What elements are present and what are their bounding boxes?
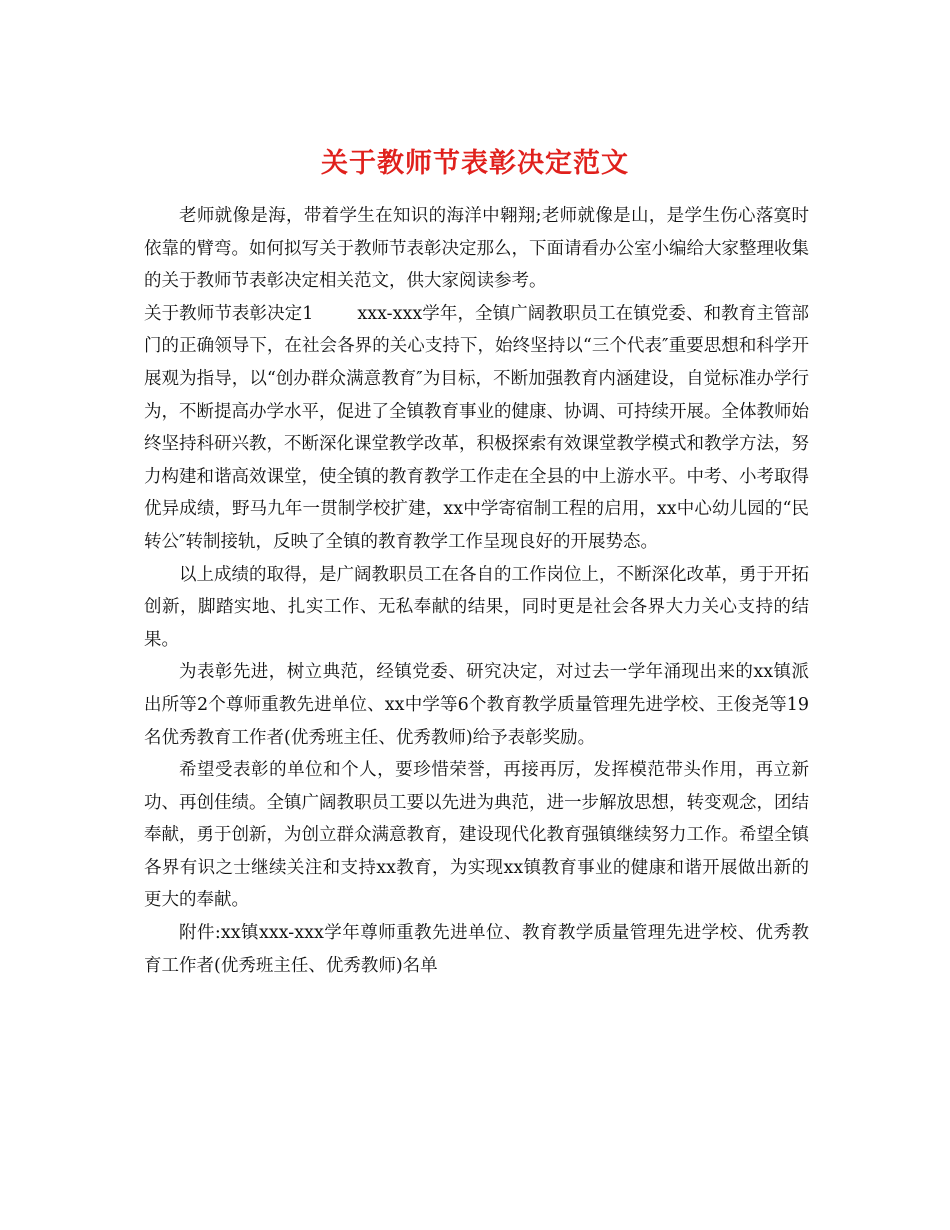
intro-paragraph: 老师就像是海，带着学生在知识的海洋中翱翔;老师就像是山，是学生伤心落寞时依靠的臂弯。如何拟写关于教师节表彰决定那么，下面请看办公室小编给大家整理收集的关于教师节表彰决定相关范文，供大家阅读参考。	[144, 206, 809, 292]
hope-paragraph: 希望受表彰的单位和个人，要珍惜荣誉，再接再厉，发挥模范带头作用，再立新功、再创佳绩。全镇广阔教职员工要以先进为典范，进一步解放思想，转变观念，团结奉献，勇于创新，为创立群众满意教育，建设现代化教育强镇继续努力工作。希望全镇各界有识之士继续关注和支持xx教育，为实现xx镇教育事业的健康和谐开展做出新的更大的奉献。	[144, 760, 809, 911]
section-paragraph	[144, 298, 809, 559]
document-title: 关于教师节表彰决定范文	[321, 148, 629, 180]
attachment-paragraph: 附件:xx镇xxx-xxx学年尊师重教先进单位、教育教学质量管理先进学校、优秀教育工作者(优秀班主任、优秀教师)名单	[144, 923, 809, 976]
section-1-text: xxx-xxx学年，全镇广阔教职员工在镇党委、和教育主管部门的正确领导下，在社会各界的关心支持下，始终坚持以“三个代表″重要思想和科学开展观为指导，以“创办群众满意教育″为目标，不断加强教育内涵建设，自觉标准办学行为，不断提高办学水平，促进了全镇教育事业的健康、协调、可持续开展。全体教师始终坚持科研兴教，不断深化课堂教学改革，积极探索有效课堂教学模式和教学方法，努力构建和谐高效课堂，使全镇的教育教学工作走在全县的中上游水平。中考、小考取得优异成绩，野马九年一贯制学校扩建，xx中学寄宿制工程的启用，xx中心幼儿园的“民转公″转制接轨，反映了全镇的教育教学工作呈现良好的开展势态。	[144, 303, 809, 552]
achievement-paragraph: 以上成绩的取得，是广阔教职员工在各自的工作岗位上，不断深化改革，勇于开拓创新，脚踏实地、扎实工作、无私奉献的结果，同时更是社会各界大力关心支持的结果。	[144, 564, 809, 650]
commendation-paragraph: 为表彰先进，树立典范，经镇党委、研究决定，对过去一学年涌现出来的xx镇派出所等2个尊师重教先进单位、xx中学等6个教育教学质量管理先进学校、王俊尧等19名优秀教育工作者(优秀班主任、优秀教师)给予表彰奖励。	[144, 662, 809, 748]
section-label: 关于教师节表彰决定1	[144, 303, 314, 324]
document-body	[144, 200, 809, 982]
